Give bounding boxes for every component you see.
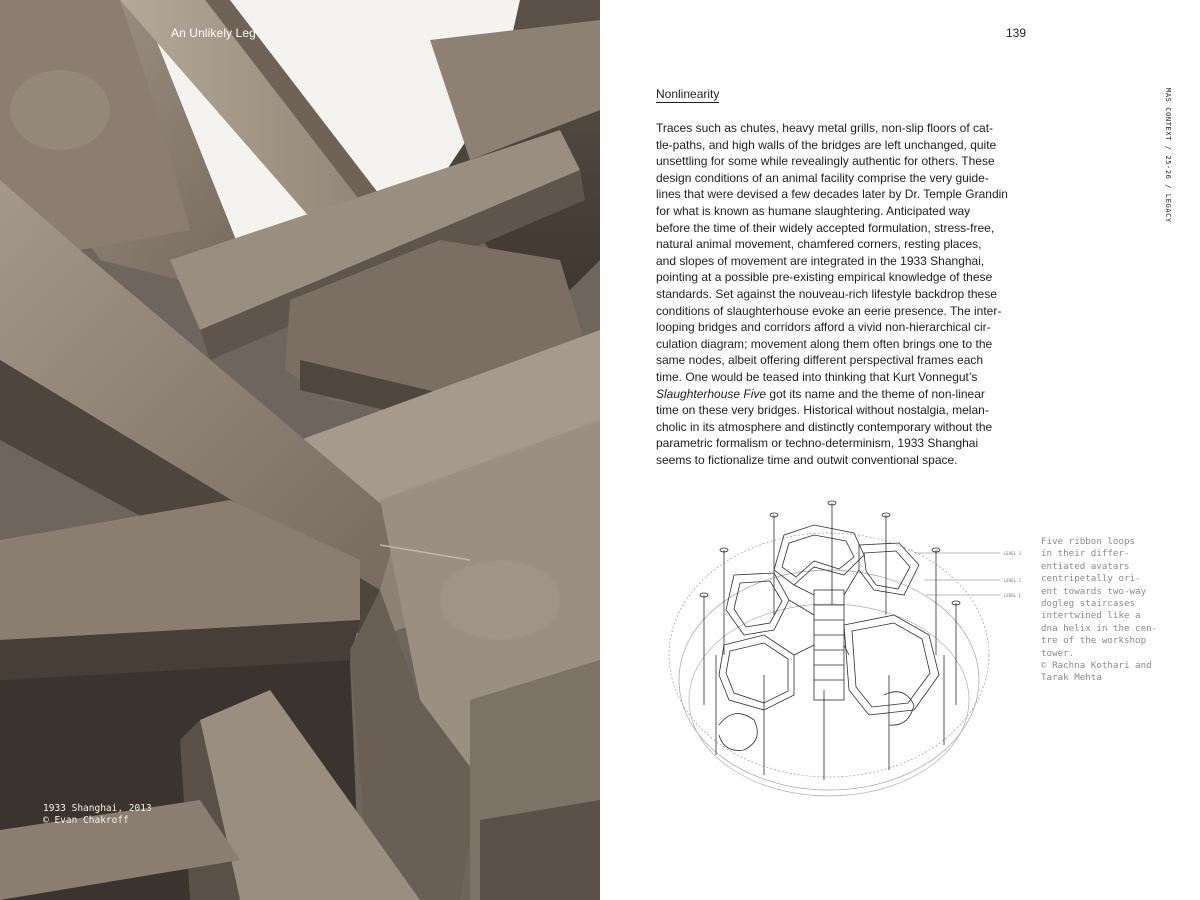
- body-line: time on these very bridges. Historical without nostalgia, melan-: [656, 403, 989, 418]
- body-line: same nodes, albeit offering different perspectival frames each: [656, 353, 984, 368]
- figure-caption-line: in their differ-: [1041, 548, 1130, 560]
- page-number: 139: [1006, 26, 1027, 40]
- level-label: LEVEL 1: [1004, 593, 1021, 598]
- body-line: parametric formalism or techno-determinism, 1933 Shanghai: [656, 436, 979, 451]
- figure-caption-line: entiated avatars: [1041, 560, 1130, 572]
- level-label: LEVEL 2: [1004, 578, 1021, 583]
- body-line: culation diagram; movement along them often brings one to the: [656, 336, 993, 351]
- axonometric-drawing: [664, 495, 1028, 805]
- body-line-rest: got its name and the theme of non-linear: [766, 386, 985, 401]
- body-line-italic: [656, 386, 1036, 403]
- body-text: [656, 120, 1036, 468]
- body-line: time. One would be teased into thinking that Kurt Vonnegut’s: [656, 369, 978, 384]
- figure-caption-line: tre of the workshop: [1041, 635, 1147, 647]
- side-label: MAS CONTEXT / 25-26 / LEGACY: [1164, 88, 1172, 223]
- figure-caption-line: © Rachna Kothari and: [1041, 660, 1152, 672]
- body-line: looping bridges and corridors afford a vivid non-hierarchical cir-: [656, 320, 991, 335]
- body-line: Traces such as chutes, heavy metal grills, non-slip floors of cat-: [656, 121, 994, 135]
- body-line: pointing at a possible pre-existing empirical knowledge of these: [656, 270, 993, 285]
- figure-caption-line: Tarak Mehta: [1041, 672, 1102, 684]
- photo-caption-credit: © Evan Chakroff: [43, 815, 129, 826]
- book-title: Slaughterhouse Five: [656, 386, 767, 401]
- body-line: before the time of their widely accepted formulation, stress-free,: [656, 220, 995, 235]
- body-line: cholic in its atmosphere and distinctly contemporary without the: [656, 419, 993, 434]
- figure-caption-line: Five ribbon loops: [1041, 536, 1136, 547]
- body-line: tle-paths, and high walls of the bridges are left unchanged, quite: [656, 137, 997, 152]
- photo-caption-title: 1933 Shanghai, 2013: [43, 803, 152, 814]
- body-line: seems to fictionalize time and outwit conventional space.: [656, 452, 958, 467]
- figure-caption-line: ent towards two-way: [1041, 585, 1147, 597]
- section-heading: Nonlinearity: [656, 87, 720, 101]
- body-line: design conditions of an animal facility comprise the very guide-: [656, 170, 989, 185]
- figure-caption-line: intertwined like a: [1041, 610, 1141, 622]
- photo-caption: [43, 803, 152, 827]
- body-line: unsettling for some while revealingly authentic for others. These: [656, 154, 995, 169]
- figure-caption-line: dogleg staircases: [1041, 598, 1136, 610]
- body-line: conditions of slaughterhouse evoke an eerie presence. The inter-: [656, 303, 1002, 318]
- figure-caption-line: dna helix in the cen-: [1041, 622, 1158, 634]
- running-title: An Unlikely Leg: [171, 26, 256, 40]
- level-label: LEVEL 3: [1004, 551, 1021, 556]
- figure-caption: [1041, 536, 1181, 685]
- body-line: standards. Set against the nouveau-rich lifestyle backdrop these: [656, 286, 997, 301]
- body-line: and slopes of movement are integrated in the 1933 Shanghai,: [656, 253, 985, 268]
- figure-caption-line: tower.: [1041, 647, 1075, 659]
- body-line: for what is known as humane slaughtering. Anticipated way: [656, 203, 971, 218]
- figure-caption-line: centripetally ori-: [1041, 573, 1141, 585]
- body-line: natural animal movement, chamfered corners, resting places,: [656, 237, 982, 252]
- body-line: lines that were devised a few decades later by Dr. Temple Grandin: [656, 187, 1008, 202]
